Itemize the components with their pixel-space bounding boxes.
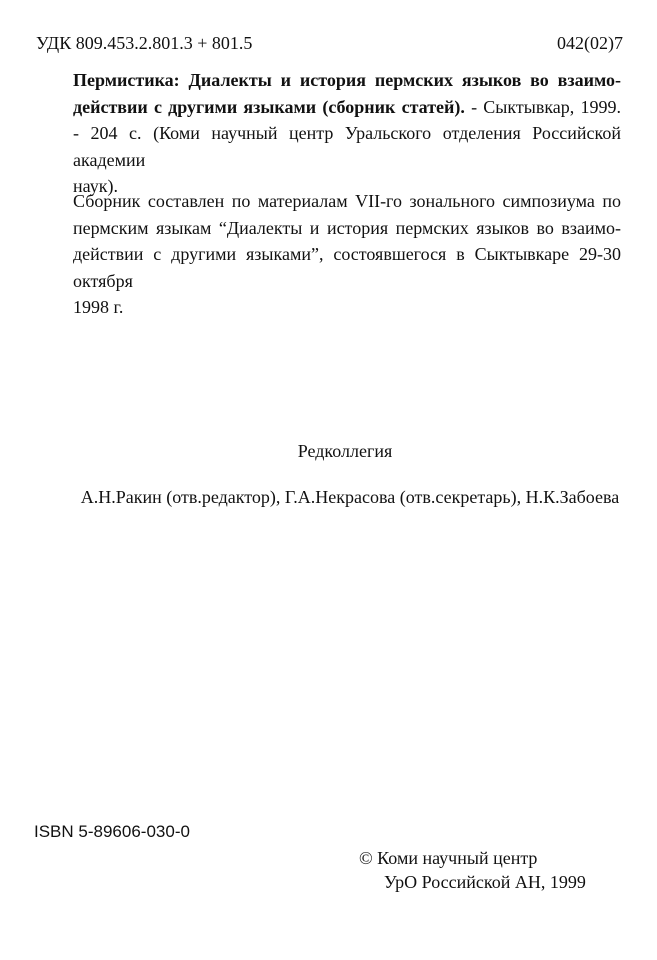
description-line: 1998 г. [73, 297, 124, 317]
classification-code: 042(02)7 [557, 33, 623, 53]
copyright-year: УрО Российской АН, 1999 [384, 872, 586, 892]
description-line: Сборник составлен по материалам VII-го зонального симпозиума по [73, 191, 621, 211]
udk-classification: УДК 809.453.2.801.3 + 801.5 [36, 33, 253, 53]
bibliographic-line [73, 94, 621, 121]
bibliographic-line [73, 120, 621, 173]
collection-description [73, 188, 621, 321]
isbn-number: ISBN 5-89606-030-0 [34, 822, 190, 841]
bibliographic-imprint: наук). [73, 176, 118, 196]
bibliographic-title: Пермистика: Диалекты и история пермских языков во взаимо- [73, 70, 621, 90]
bibliographic-imprint: - Сыктывкар, 1999. [464, 96, 621, 117]
editorial-board-title: Редколлегия [297, 441, 393, 461]
bibliographic-line [73, 67, 621, 94]
bibliographic-record [73, 67, 621, 200]
copyright-holder: © Коми научный центр [359, 848, 538, 868]
editorial-board-members: А.Н.Ракин (отв.редактор), Г.А.Некрасова (отв.секретарь), Н.К.Забоева [80, 487, 620, 507]
bibliographic-imprint: - 204 с. (Коми научный центр Уральского отделения Российской академии [73, 123, 621, 170]
bibliographic-title: действии с другими языками (сборник статей). [73, 96, 465, 117]
description-line: пермским языкам “Диалекты и история пермских языков во взаимо- [73, 217, 621, 238]
description-line: действии с другими языками”, состоявшегося в Сыктывкаре 29-30 октября [73, 244, 621, 291]
